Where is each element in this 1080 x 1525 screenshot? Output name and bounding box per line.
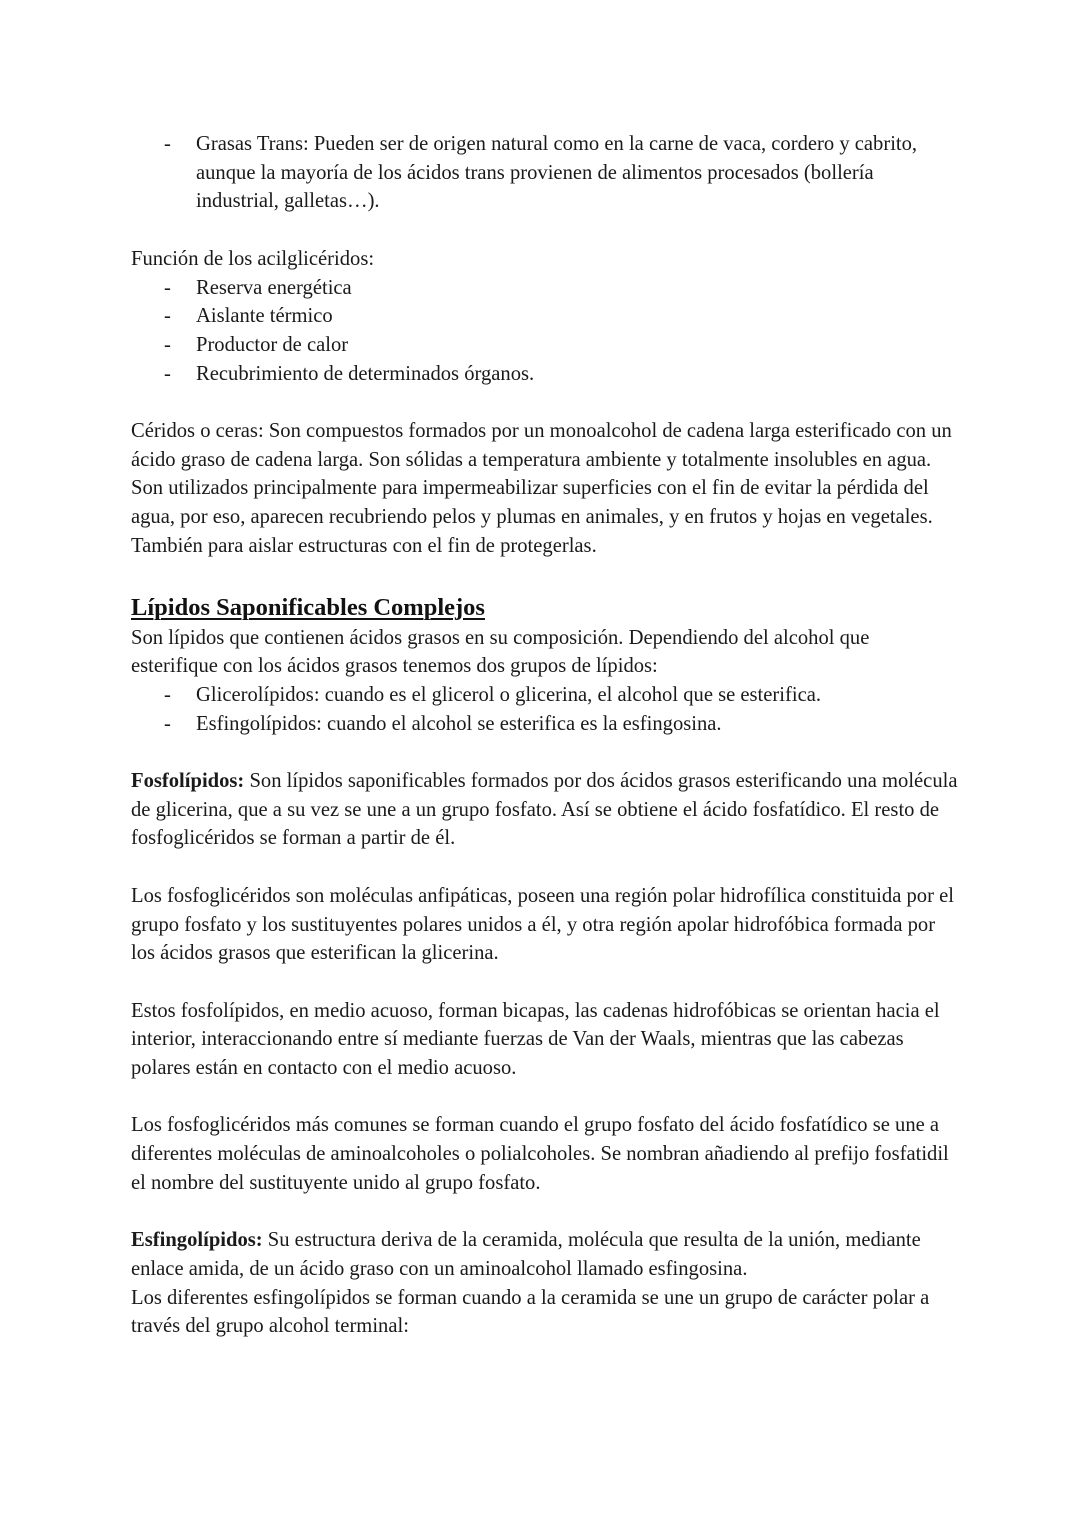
dash-bullet-icon: - — [164, 276, 171, 299]
esfingolipidos-term: Esfingolípidos: — [131, 1229, 263, 1252]
dash-bullet-icon: - — [164, 683, 171, 706]
list-item-text: Productor de calor — [196, 333, 349, 356]
spacer — [131, 968, 961, 997]
list-item-text: Recubrimiento de determinados órganos. — [196, 362, 535, 385]
dash-bullet-icon: - — [164, 712, 171, 735]
esfingolipidos-paragraph — [131, 1226, 961, 1283]
list-item — [131, 302, 961, 331]
list-item-text: Aislante térmico — [196, 305, 333, 328]
grasas-trans-list — [131, 130, 961, 216]
fosfogliceridos-paragraph: Los fosfoglicéridos son moléculas anfipáticas, poseen una región polar hidrofílica constituida por el grupo fosfato y los sustituyentes polares unidos a él, y otra región apolar hidrofóbica formada por los ácidos grasos que esterifican la glicerina. — [131, 884, 954, 965]
fosfolipidos-term: Fosfolípidos: — [131, 770, 245, 793]
fosfolipidos-text: Son lípidos saponificables formados por dos ácidos grasos esterificando una molécula de glicerina, que a su vez se une a un grupo fosfato. Así se obtiene el ácido fosfatídico. El resto de fosfoglicéridos se forman a partir de él. — [131, 770, 958, 850]
list-item — [131, 130, 961, 216]
esfingolipidos-text: Su estructura deriva de la ceramida, molécula que resulta de la unión, mediante enlace amida, de un ácido graso con un aminoalcohol llamado esfingosina. — [131, 1229, 921, 1280]
esfingolipidos-continuation: Los diferentes esfingolípidos se forman cuando a la ceramida se une un grupo de carácter polar a través del grupo alcohol terminal: — [131, 1286, 930, 1338]
funcion-title: Función de los acilglicéridos: — [131, 247, 375, 270]
list-item — [131, 681, 961, 710]
list-item-text: Reserva energética — [196, 276, 352, 299]
bicapas-paragraph: Estos fosfolípidos, en medio acuoso, forman bicapas, las cadenas hidrofóbicas se orientan hacia el interior, interaccionando entre sí mediante fuerzas de Van der Waals, mientras que las cabezas polares están en contacto con el medio acuoso. — [131, 999, 940, 1080]
spacer — [131, 853, 961, 882]
spacer — [131, 388, 961, 417]
list-item — [131, 331, 961, 360]
list-item — [131, 274, 961, 303]
document-page — [131, 130, 961, 1341]
list-item — [131, 710, 961, 739]
dash-bullet-icon: - — [164, 133, 171, 155]
dash-bullet-icon: - — [164, 333, 171, 356]
spacer — [131, 1198, 961, 1227]
list-item — [131, 360, 961, 389]
ceridos-paragraph: Céridos o ceras: Son compuestos formados por un monoalcohol de cadena larga esterificado con un ácido graso de cadena larga. Son sólidas a temperatura ambiente y totalmente insolubles en agua. Son utilizados principalmente para impermeabilizar superficies con el fin de evitar la pérdida del agua, por eso, aparecen recubriendo pelos y plumas en animales, y en frutos y hojas en vegetales. También para aislar estructuras con el fin de protegerlas. — [131, 420, 952, 557]
grasas-trans-text: Grasas Trans: Pueden ser de origen natural como en la carne de vaca, cordero y cabrito, aunque la mayoría de los ácidos trans provienen de alimentos procesados (bollería industrial, galletas…). — [196, 133, 918, 213]
spacer — [131, 216, 961, 245]
fosfogliceridos-comunes-paragraph: Los fosfoglicéridos más comunes se forman cuando el grupo fosfato del ácido fosfatídico se une a diferentes moléculas de aminoalcoholes o polialcoholes. Se nombran añadiendo al prefijo fosfatidil el nombre del sustituyente unido al grupo fosfato. — [131, 1114, 949, 1194]
complejos-intro: Son lípidos que contienen ácidos grasos en su composición. Dependiendo del alcohol que esterifique con los ácidos grasos tenemos dos grupos de lípidos: — [131, 626, 870, 678]
spacer — [131, 738, 961, 767]
funcion-list — [131, 274, 961, 389]
list-item-text: Esfingolípidos: cuando el alcohol se esterifica es la esfingosina. — [196, 712, 722, 735]
dash-bullet-icon: - — [164, 305, 171, 328]
list-item-text: Glicerolípidos: cuando es el glicerol o glicerina, el alcohol que se esterifica. — [196, 683, 822, 706]
section-heading-complejos: Lípidos Saponificables Complejos — [131, 593, 485, 621]
spacer — [131, 1083, 961, 1112]
fosfolipidos-paragraph — [131, 767, 961, 853]
spacer — [131, 561, 961, 592]
complejos-list — [131, 681, 961, 738]
dash-bullet-icon: - — [164, 362, 171, 385]
